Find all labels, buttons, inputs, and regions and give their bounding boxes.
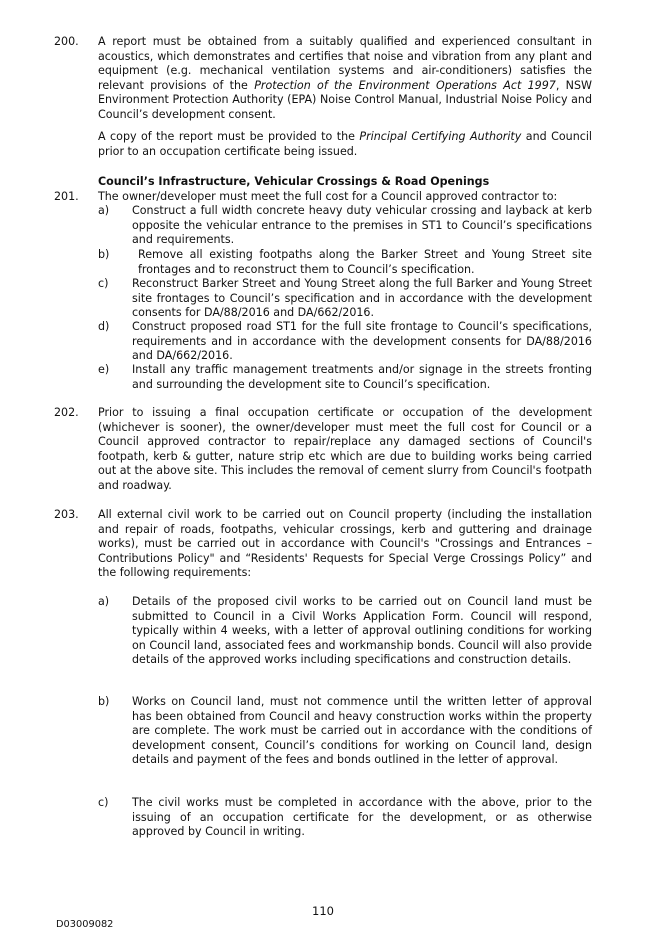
clause-203-item-a-text: Details of the proposed civil works to be carried out on Council land must be submitted to Council in a Civil Works Application Form. Council will respond, typically within 4 weeks, with a letter of approval outlining conditions for working on Council land, associated fees and workmanship bonds. Council will also provide details of the approved works including specifications and construction details.: [132, 595, 592, 667]
clause-201-item-c-letter: c): [98, 277, 109, 290]
document-id: D03009082: [56, 919, 114, 930]
clause-201-item-b-text: Remove all existing footpaths along the Barker Street and Young Street site frontages and to reconstruct them to Council’s specification.: [138, 248, 592, 276]
clause-200-number: 200.: [54, 35, 79, 48]
clause-201-intro: The owner/developer must meet the full cost for a Council approved contractor to:: [98, 190, 558, 203]
clause-203-intro: All external civil work to be carried out on Council property (including the installation and repair of roads, footpaths, vehicular crossings, kerb and guttering and drainage works), must be carried out in accordance with Council's "Crossings and Entrances – Contributions Policy" and “Residents' Requests for Special Verge Crossings Policy” and the following requirements:: [98, 508, 592, 580]
clause-201-item-a-letter: a): [98, 204, 110, 217]
clause-203-item-c-letter: c): [98, 796, 109, 809]
clause-201-number: 201.: [54, 190, 79, 203]
clause-203-item-b-letter: b): [98, 695, 110, 708]
clause-200-paragraph-2: A copy of the report must be provided to the Principal Certifying Authority and Council prior to an occupation certificate being issued.: [98, 130, 592, 158]
clause-202-number: 202.: [54, 406, 79, 419]
clause-201-item-a-text: Construct a full width concrete heavy duty vehicular crossing and layback at kerb opposite the vehicular entrance to the premises in ST1 to Council’s specifications and requirements.: [132, 204, 592, 247]
page-number: 110: [312, 904, 334, 918]
clause-202-text: Prior to issuing a final occupation certificate or occupation of the development (whichever is sooner), the owner/developer must meet the full cost for Council or a Council approved contractor to repair/replace any damaged sections of Council's footpath, kerb & gutter, nature strip etc which are due to building works being carried out at the above site. This includes the removal of cement slurry from Council's footpath and roadway.: [98, 406, 592, 492]
clause-201-item-e-letter: e): [98, 363, 110, 376]
clause-201-item-e-text: Install any traffic management treatments and/or signage in the streets fronting and surrounding the development site to Council’s specification.: [132, 363, 592, 391]
clause-201-item-d-text: Construct proposed road ST1 for the full site frontage to Council’s specifications, requirements and in accordance with the development consents for DA/88/2016 and DA/662/2016.: [132, 320, 592, 363]
clause-203-number: 203.: [54, 508, 79, 521]
clause-201-item-b-letter: b): [98, 248, 110, 261]
clause-203-item-b-text: Works on Council land, must not commence until the written letter of approval has been obtained from Council and heavy construction works within the property are complete. The work must be carried out in accordance with the conditions of development consent, Council’s conditions for working on Council land, design details and payment of the fees and bonds outlined in the letter of approval.: [132, 695, 592, 767]
section-heading: Council’s Infrastructure, Vehicular Crossings & Road Openings: [98, 175, 490, 188]
clause-203-item-c-text: The civil works must be completed in accordance with the above, prior to the issuing of an occupation certificate for the development, or as otherwise approved by Council in writing.: [132, 796, 592, 839]
clause-200-paragraph-1: A report must be obtained from a suitably qualified and experienced consultant in acoustics, which demonstrates and certifies that noise and vibration from any plant and equipment (e.g. mechanical ventilation systems and air-conditioners) satisfies the relevant provisions of the Protection of the Environment Operations Act 1997, NSW Environment Protection Authority (EPA) Noise Control Manual, Industrial Noise Policy and Council’s development consent.: [98, 35, 592, 121]
clause-203-item-a-letter: a): [98, 595, 110, 608]
clause-201-item-d-letter: d): [98, 320, 110, 333]
clause-201-item-c-text: Reconstruct Barker Street and Young Street along the full Barker and Young Street site frontages to Council’s specification and in accordance with the development consents for DA/88/2016 and DA/662/2016.: [132, 277, 592, 320]
